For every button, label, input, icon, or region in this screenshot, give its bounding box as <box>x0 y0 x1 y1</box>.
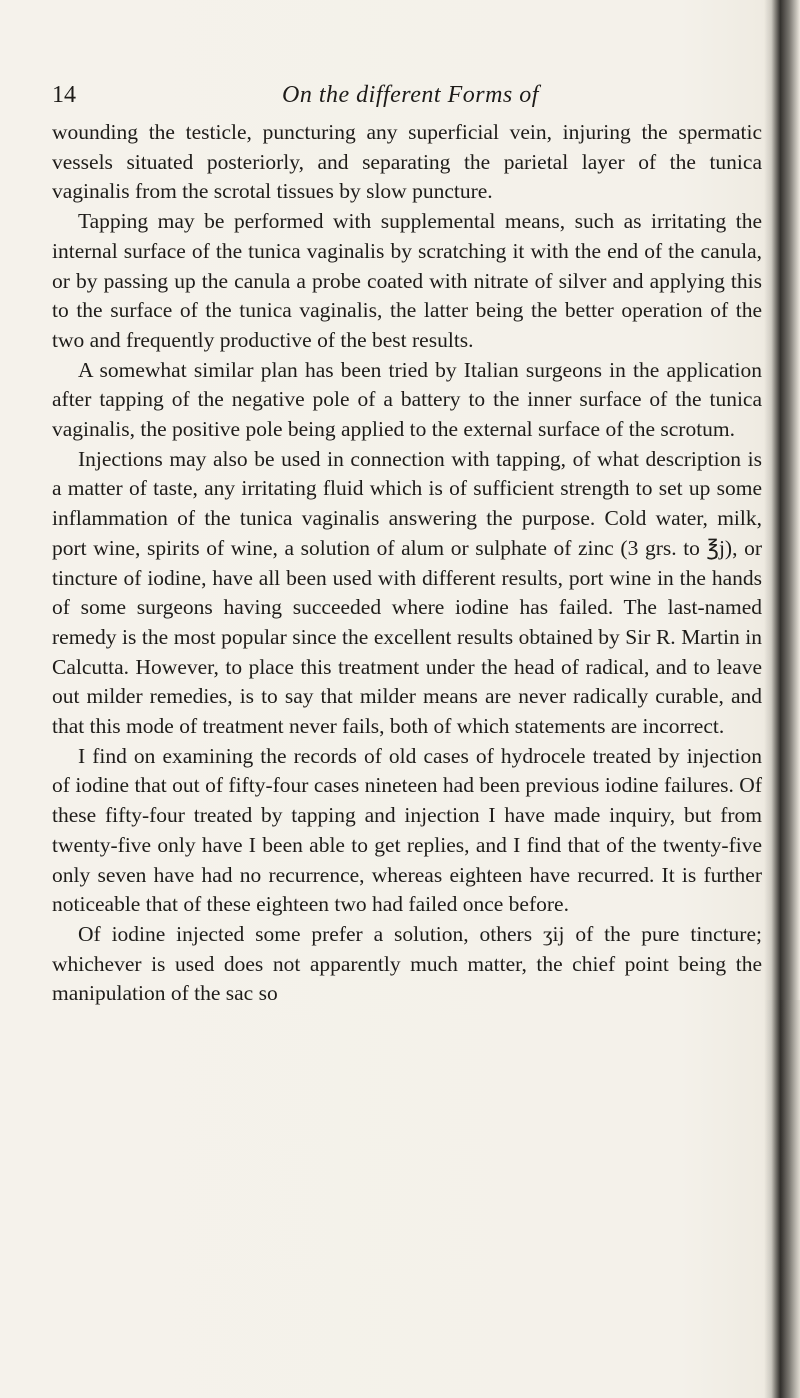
paragraph: A somewhat similar plan has been tried by Italian surgeons in the application after tapping of the negative pole of a battery to the inner surface of the tunica vaginalis, the positive pole being applied to the external surface of the scrotum. <box>52 357 762 442</box>
paragraph: Injections may also be used in connection with tapping, of what description is a matter of taste, any irritating fluid which is of sufficient strength to set up some inflammation of the tunica vaginalis answering the purpose. Cold water, milk, port wine, spirits of wine, a solution of alum or sulphate of zinc (3 grs. to ℥j), or tincture of iodine, have all been used with different results, port wine in the hands of some surgeons having succeeded where iodine has failed. The last-named remedy is the most popular since the excellent results obtained by Sir R. Martin in Calcutta. However, to place this treatment under the head of radical, and to leave out milder remedies, is to say that milder means are never radically curable, and that this mode of treatment never fails, both of which statements are incorrect. <box>52 446 762 739</box>
running-title: On the different Forms of <box>282 82 539 108</box>
paragraph: I find on examining the records of old cases of hydrocele treated by injection of iodine that out of fifty-four cases nineteen had been previous iodine failures. Of these fifty-four treated by tapping and injection I have made inquiry, but from twenty-five only have I been able to get replies, and I find that of the twenty-five only seven have had no recurrence, whereas eighteen have recurred. It is further noticeable that of these eighteen two had failed once before. <box>52 743 762 917</box>
page-header <box>52 82 762 110</box>
paragraph: wounding the testicle, puncturing any superficial vein, injuring the spermatic vessels situated posteriorly, and separating the parietal layer of the tunica vaginalis from the scrotal tissues by slow puncture. <box>52 120 762 204</box>
paragraph: Of iodine injected some prefer a solution, others ʒij of the pure tincture; whichever is used does not apparently much matter, the chief point being the manipulation of the sac so <box>52 921 762 1006</box>
body-text <box>52 118 762 1009</box>
paragraph: Tapping may be performed with supplemental means, such as irritating the internal surface of the tunica vaginalis by scratching it with the end of the canula, or by passing up the canula a probe coated with nitrate of silver and applying this to the surface of the tunica vaginalis, the latter being the better operation of the two and frequently productive of the best results. <box>52 209 762 352</box>
page-number: 14 <box>52 82 76 108</box>
page-edge-lower <box>764 1000 800 1398</box>
